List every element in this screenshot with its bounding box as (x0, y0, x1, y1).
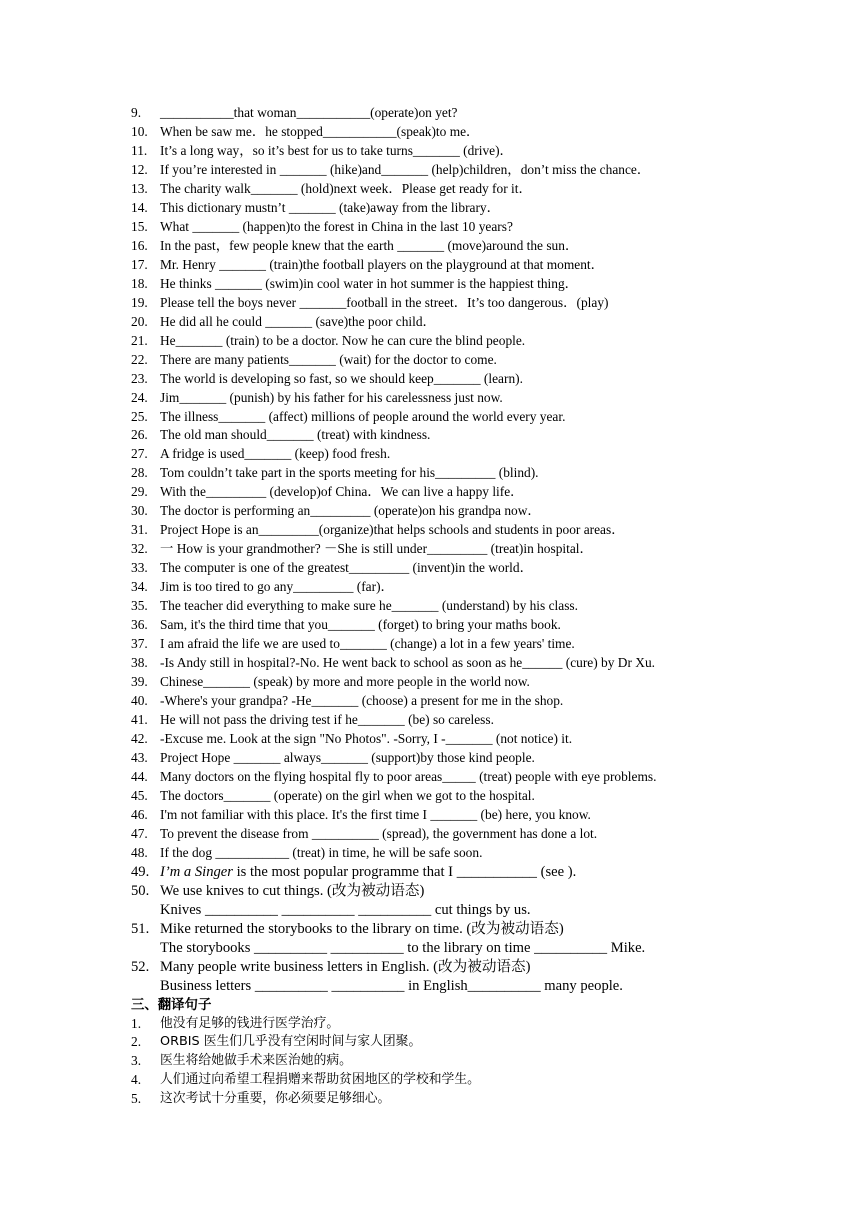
item-number: 36. (131, 617, 148, 633)
exercise-item (131, 825, 831, 844)
item-number: 21. (131, 332, 148, 348)
item-text: To prevent the disease from __________ (spread), the government has done a lot. (160, 825, 598, 841)
item-number: 52. (131, 958, 150, 975)
item-number: 47. (131, 825, 148, 841)
item-number: 3. (131, 1053, 142, 1069)
item-text: -Where's your grandpa? -He_______ (choose) a present for me in the shop. (160, 693, 564, 709)
exercise-item (131, 749, 831, 768)
item-number: 27. (131, 446, 148, 462)
item-number: 15. (131, 218, 148, 234)
item-text: If the dog ___________ (treat) in time, he will be safe soon. (160, 844, 483, 860)
exercise-item (131, 256, 831, 275)
answer-text: Business letters __________ __________ in English__________ many people. (160, 977, 623, 994)
item-text: If you’re interested in _______ (hike)and_______ (help)children，don’t miss the chance． (160, 161, 651, 177)
item-text: It’s a long way，so it’s best for us to take turns_______ (drive)． (160, 142, 513, 158)
exercise-item (131, 237, 831, 256)
exercise-item (131, 768, 831, 787)
item-text: The teacher did everything to make sure he_______ (understand) by his class. (160, 598, 578, 614)
exercise-list (131, 104, 831, 1109)
item-text: Project Hope _______ always_______ (support)by those kind people. (160, 749, 535, 765)
translation-item (131, 1015, 831, 1034)
item-number: 28. (131, 465, 148, 481)
item-number: 2. (131, 1034, 142, 1050)
item-number: 12. (131, 161, 148, 177)
item-text: With the_________ (develop)of China．We can live a happy life． (160, 484, 524, 500)
exercise-item (131, 787, 831, 806)
voice-item (131, 958, 831, 977)
item-number: 29. (131, 484, 148, 500)
section-heading (131, 996, 831, 1015)
translation-item (131, 1071, 831, 1090)
exercise-item (131, 332, 831, 351)
exercise-item (131, 502, 831, 521)
answer-text: Knives __________ __________ __________ cut things by us. (160, 901, 531, 918)
item-text: Jim is too tired to go any_________ (far)． (160, 579, 394, 595)
exercise-item (131, 521, 831, 540)
item-text: This dictionary mustn’t _______ (take)away from the library． (160, 199, 501, 215)
item-text: 他没有足够的钱进行医学治疗。 (160, 1015, 340, 1031)
exercise-item (131, 218, 831, 237)
item-text: Chinese_______ (speak) by more and more people in the world now. (160, 674, 530, 690)
item-text: I'm not familiar with this place. It's the first time I _______ (be) here, you know. (160, 806, 591, 822)
item-text: -Is Andy still in hospital?-No. He went back to school as soon as he______ (cure) by Dr Xu. (160, 655, 655, 671)
exercise-item (131, 635, 831, 654)
section-title: 三、翻译句子 (131, 996, 212, 1012)
item-text: The old man should_______ (treat) with kindness. (160, 427, 431, 443)
item-number: 4. (131, 1072, 142, 1088)
item-number: 26. (131, 427, 148, 443)
exercise-item (131, 426, 831, 445)
item-number: 33. (131, 560, 148, 576)
item-text: Mike returned the storybooks to the library on time. (改为被动语态) (160, 920, 564, 937)
exercise-item (131, 161, 831, 180)
item-text: Please tell the boys never _______football in the street．It’s too dangerous．(play) (160, 294, 609, 310)
item-number: 44. (131, 768, 148, 784)
item-text: When be saw me．he stopped___________(speak)to me． (160, 123, 480, 139)
item-number: 32. (131, 541, 148, 557)
item-number: 16. (131, 237, 148, 253)
exercise-item (131, 844, 831, 863)
item-text: 这次考试十分重要，你必须要足够细心。 (160, 1091, 391, 1107)
item-number: 17. (131, 256, 148, 272)
item-text: Many doctors on the flying hospital fly to poor areas_____ (treat) people with eye problems. (160, 768, 657, 784)
item-text: Many people write business letters in English. (改为被动语态) (160, 958, 531, 975)
item-number: 50. (131, 882, 150, 899)
voice-item (131, 882, 831, 901)
item-number: 41. (131, 712, 148, 727)
item-text: Project Hope is an_________(organize)that helps schools and students in poor areas． (160, 522, 625, 538)
item-text: A fridge is used_______ (keep) food fresh. (160, 446, 391, 462)
translation-item (131, 1052, 831, 1071)
exercise-item (131, 123, 831, 142)
item-number: 25. (131, 408, 148, 424)
item-number: 38. (131, 655, 148, 671)
exercise-item (131, 313, 831, 332)
item-text: 一 How is your grandmother? －She is still under_________ (treat)in hospital． (160, 541, 593, 557)
exercise-item (131, 104, 831, 123)
item-text: Jim_______ (punish) by his father for his carelessness just now. (160, 389, 503, 405)
exercise-item (131, 711, 831, 730)
item-number: 5. (131, 1091, 142, 1107)
exercise-item (131, 445, 831, 464)
item-text: Sam, it's the third time that you_______ (forget) to bring your maths book. (160, 617, 561, 633)
item-number: 35. (131, 598, 148, 614)
item-text: The illness_______ (affect) millions of people around the world every year. (160, 408, 566, 424)
programme-title: I’m a Singer (160, 863, 233, 880)
item-text: The world is developing so fast, so we should keep_______ (learn). (160, 370, 523, 386)
item-text: -Excuse me. Look at the sign "No Photos". -Sorry, I -_______ (not notice) it. (160, 730, 573, 746)
exercise-item (131, 559, 831, 578)
item-text: The charity walk_______ (hold)next week．Please get ready for it． (160, 180, 532, 196)
item-text: 医生将给她做手术来医治她的病。 (160, 1053, 352, 1069)
item-number: 1. (131, 1015, 142, 1031)
item-text: The doctors_______ (operate) on the girl when we got to the hospital. (160, 787, 535, 803)
item-text: ___________that woman___________(operate)on yet? (160, 105, 458, 120)
item-text: The computer is one of the greatest_________ (invent)in the world． (160, 560, 533, 576)
item-text: In the past，few people knew that the earth _______ (move)around the sun． (160, 237, 579, 253)
exercise-item (131, 180, 831, 199)
exercise-item (131, 483, 831, 502)
exercise-item (131, 806, 831, 825)
item-number: 18. (131, 275, 148, 291)
item-text: Tom couldn’t take part in the sports meeting for his_________ (blind). (160, 465, 539, 481)
item-number: 51. (131, 920, 150, 937)
item-text: ORBIS 医生们几乎没有空闲时间与家人团聚。 (160, 1034, 422, 1050)
exercise-item (131, 408, 831, 427)
exercise-item (131, 654, 831, 673)
item-text: He thinks _______ (swim)in cool water in hot summer is the happiest thing． (160, 275, 579, 291)
item-number: 34. (131, 579, 148, 595)
item-number: 9. (131, 105, 142, 120)
exercise-item (131, 730, 831, 749)
exercise-item (131, 351, 831, 370)
item-number: 48. (131, 844, 148, 860)
item-text: We use knives to cut things. (改为被动语态) (160, 882, 425, 899)
item-text: He will not pass the driving test if he_______ (be) so careless. (160, 712, 494, 727)
voice-answer-line (131, 939, 831, 958)
exercise-item (131, 616, 831, 635)
exercise-item (131, 199, 831, 218)
item-number: 11. (131, 142, 148, 158)
item-number: 43. (131, 749, 148, 765)
item-number: 20. (131, 313, 148, 329)
item-text: There are many patients_______ (wait) for the doctor to come. (160, 351, 497, 367)
exercise-item (131, 275, 831, 294)
exercise-item (131, 389, 831, 408)
translation-item (131, 1033, 831, 1052)
item-number: 24. (131, 389, 148, 405)
exercise-item (131, 294, 831, 313)
item-number: 10. (131, 123, 148, 139)
item-number: 42. (131, 730, 148, 746)
item-number: 14. (131, 199, 148, 215)
exercise-item (131, 142, 831, 161)
exercise-item (131, 370, 831, 389)
exercise-item (131, 863, 831, 882)
exercise-item (131, 673, 831, 692)
voice-answer-line (131, 977, 831, 996)
item-number: 45. (131, 787, 148, 803)
item-number: 49. (131, 863, 150, 880)
item-text: Mr. Henry _______ (train)the football players on the playground at that moment． (160, 256, 605, 272)
exercise-item (131, 597, 831, 616)
item-text: What _______ (happen)to the forest in China in the last 10 years? (160, 218, 513, 234)
voice-answer-line (131, 901, 831, 920)
item-number: 13. (131, 180, 148, 196)
item-text: The doctor is performing an_________ (operate)on his grandpa now． (160, 503, 541, 519)
translation-item (131, 1090, 831, 1109)
exercise-item (131, 464, 831, 483)
item-text: He_______ (train) to be a doctor. Now he can cure the blind people. (160, 332, 526, 348)
item-number: 39. (131, 674, 148, 690)
exercise-item (131, 578, 831, 597)
voice-item (131, 920, 831, 939)
item-number: 19. (131, 294, 148, 310)
item-text: I am afraid the life we are used to_______ (change) a lot in a few years' time. (160, 636, 575, 652)
item-text (160, 863, 576, 882)
item-number: 30. (131, 503, 148, 519)
item-number: 23. (131, 370, 148, 386)
item-text: He did all he could _______ (save)the poor child． (160, 313, 436, 329)
exercise-item (131, 692, 831, 711)
answer-text: The storybooks __________ __________ to the library on time __________ Mike. (160, 939, 646, 956)
item-number: 37. (131, 636, 148, 652)
item-number: 46. (131, 806, 148, 822)
item-number: 40. (131, 693, 148, 709)
item-number: 22. (131, 351, 148, 367)
exercise-item (131, 540, 831, 559)
item-text: 人们通过向希望工程捐赠来帮助贫困地区的学校和学生。 (160, 1072, 480, 1088)
item-text-rest: is the most popular programme that I ___________ (see ). (232, 863, 577, 880)
item-number: 31. (131, 522, 148, 538)
